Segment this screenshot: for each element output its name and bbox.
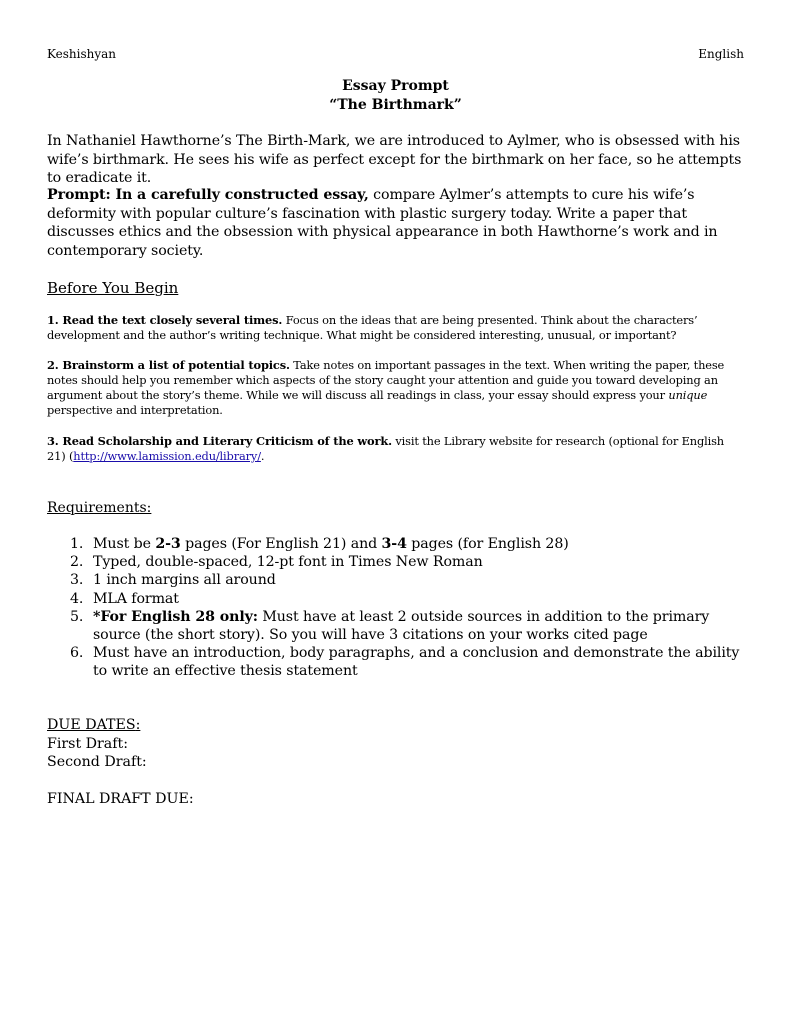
step-2-emphasis: unique xyxy=(668,388,708,402)
header-course: English xyxy=(698,47,744,61)
title-line-2: “The Birthmark” xyxy=(329,97,462,113)
before-you-begin-heading: Before You Begin xyxy=(47,279,179,297)
step-3-body: visit the Library website for research (optional for English 21) ( xyxy=(47,434,724,463)
step-3-tail: . xyxy=(260,449,265,463)
step-2-lead: 2. Brainstorm a list of potential topics. xyxy=(47,358,290,372)
step-3-lead: 3. Read Scholarship and Literary Criticism of the work. xyxy=(47,434,392,448)
req-4-text: MLA format xyxy=(93,590,179,607)
first-draft-label: First Draft: xyxy=(47,736,129,752)
list-item xyxy=(47,608,744,644)
req-1-text: Must be xyxy=(93,536,156,552)
list-item xyxy=(47,571,744,589)
req-5-text: Must have at least 2 outside sources in addition to the primary source (the short story). So you will have 3 citations on your works cited page xyxy=(93,608,710,644)
list-number: 6. xyxy=(70,645,84,662)
list-item xyxy=(47,590,744,608)
requirements-list xyxy=(47,535,744,681)
list-number: 4. xyxy=(70,590,84,607)
step-1-lead: 1. Read the text closely several times. xyxy=(47,313,283,327)
step-2-tail: perspective and interpretation. xyxy=(47,403,223,417)
req-1-bold-2: 3-4 xyxy=(381,536,407,552)
prompt-lead: Prompt: In a carefully constructed essay, xyxy=(47,187,369,203)
due-dates-label: DUE DATES xyxy=(47,717,136,733)
list-item xyxy=(47,535,744,553)
req-1-bold-1: 2-3 xyxy=(155,536,181,552)
library-link[interactable]: http://www.lamission.edu/library/ xyxy=(73,449,261,463)
step-2 xyxy=(47,358,744,418)
req-6-text: Must have an introduction, body paragraphs, and a conclusion and demonstrate the ability to write an effective thesis statement xyxy=(93,645,740,680)
list-number: 1. xyxy=(70,536,84,552)
second-draft-label: Second Draft: xyxy=(47,754,147,770)
list-item xyxy=(47,553,744,571)
list-number: 2. xyxy=(70,554,84,571)
list-number: 5. xyxy=(70,608,84,625)
page-title xyxy=(47,77,744,115)
list-number: 3. xyxy=(70,572,84,589)
step-2-body: Take notes on important passages in the text. When writing the paper, these notes should help you remember which aspects of the story caught your attention and guide you toward developing an argument about the story’s theme. While we will discuss all readings in class, your essay should express your xyxy=(47,358,725,402)
step-3 xyxy=(47,434,744,464)
intro-paragraph: In Nathaniel Hawthorne’s The Birth-Mark, we are introduced to Aylmer, who is obsessed with his wife’s birthmark. He sees his wife as perfect except for the birthmark on her face, so he attempts to eradicate it. xyxy=(47,133,742,186)
due-dates-colon: : xyxy=(135,717,141,733)
req-2-text: Typed, double-spaced, 12-pt font in Times New Roman xyxy=(93,554,483,571)
list-item xyxy=(47,644,744,680)
requirements-heading: Requirements: xyxy=(47,500,152,516)
due-dates-heading xyxy=(47,716,140,734)
req-3-text: 1 inch margins all around xyxy=(93,572,276,589)
req-1-mid: pages (For English 21) and xyxy=(180,536,382,552)
title-line-1: Essay Prompt xyxy=(342,78,449,94)
header-author: Keshishyan xyxy=(47,47,117,61)
final-draft-label: FINAL DRAFT DUE: xyxy=(47,791,194,807)
prompt-body: compare Aylmer’s attempts to cure his wife’s deformity with popular culture’s fascination with plastic surgery today. Write a paper that discusses ethics and the obsession with physical appearance in both Hawthorne’s work and in contemporary society. xyxy=(47,187,718,259)
req-5-bold: *For English 28 only: xyxy=(93,608,258,625)
req-1-post: pages (for English 28) xyxy=(406,536,569,552)
prompt-paragraph xyxy=(47,186,744,260)
step-1 xyxy=(47,313,744,343)
step-1-body: Focus on the ideas that are being presented. Think about the characters’ development and the author’s writing technique. What might be considered interesting, unusual, or important? xyxy=(47,313,698,342)
